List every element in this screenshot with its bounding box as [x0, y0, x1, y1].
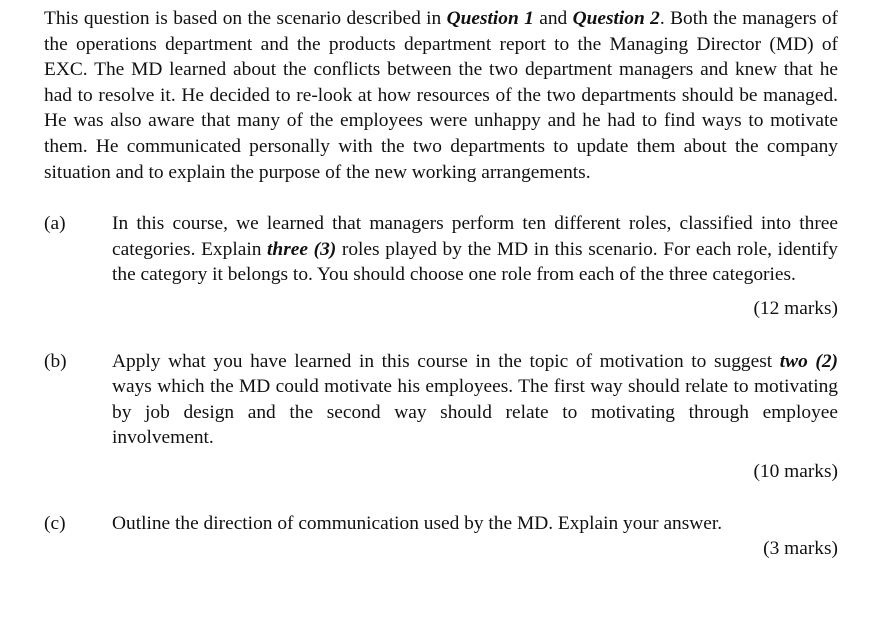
question-a-text-1: In this course, we learned that managers perform ten different roles, classified into three categories. Explain: [112, 213, 838, 260]
question-c-text: [112, 511, 838, 537]
question-b-text: [112, 349, 838, 451]
question-c-label: (c): [44, 512, 66, 534]
intro-text-3: . Both the managers of the operations department and the products department report to the Managing Director (MD) of EXC. The MD learned about the conflicts between the two department managers and knew that he had to resolve it. He decided to re-look at how resources of the two departments should be managed. He was also aware that many of the employees were unhappy and he had to find ways to motivate them. He communicated personally with the two departments to update them about the company situation and to explain the purpose of the new working arrangements.: [44, 8, 839, 183]
question-b-marks: (10 marks): [753, 460, 838, 482]
question-1-reference: Question 1: [446, 8, 534, 29]
question-c-marks: (3 marks): [763, 538, 838, 560]
question-a-emphasis: three (3): [267, 238, 337, 260]
question-b-label: (b): [44, 350, 67, 372]
question-c-text-1: Outline the direction of communication used by the MD. Explain your answer.: [112, 512, 723, 534]
question-page: [44, 6, 838, 562]
question-b-emphasis: two (2): [779, 350, 838, 372]
question-a-text-2: roles played by the MD in this scenario. For each role, identify the category it belongs to. You should choose one role from each of the three categories.: [112, 238, 838, 286]
question-b: [44, 349, 838, 451]
question-b-text-2: ways which the MD could motivate his employees. The first way should relate to motivating by job design and the second way should relate to motivating through employee involvement.: [112, 376, 838, 449]
question-a-marks: (12 marks): [753, 297, 838, 319]
question-a-label: (a): [44, 213, 66, 235]
intro-text-2: and: [533, 8, 573, 29]
question-2-reference: Question 2: [572, 8, 660, 29]
intro-text-1: This question is based on the scenario described in: [44, 8, 447, 29]
question-c: [44, 511, 838, 537]
question-a: [44, 211, 838, 288]
question-a-text: [112, 211, 838, 288]
question-b-text-1: Apply what you have learned in this course in the topic of motivation to suggest: [112, 350, 780, 372]
scenario-paragraph: [44, 6, 838, 185]
